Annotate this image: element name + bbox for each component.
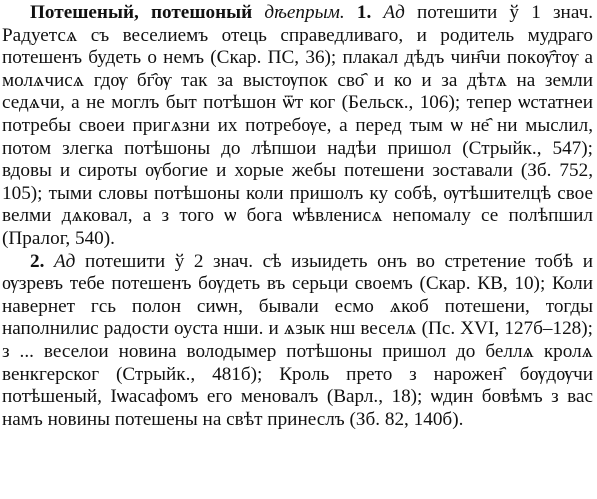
sense-text-2: сѣ изыидеть онъ во стретение тобѣ и ѹзревъ тебе потешенъ бѹдеть въ серьци своемъ (Скар. КВ, 10); Коли навернет гсь полон сиѡн, бывали есмо ѧкоб потешени, тогды наполнилис радости оуста нши. и ѧзык нш веселѧ (Пс. XVI, 127б–128); з ... веселои новина володымер потѣшоны пришол до беллѧ кролѧ венкгерског (Стрыйк., 481б); Кроль прето з нарожен҄ бѹдѹчи потѣшеный, Iѡасафомъ его меновалъ (Варл., 18); ѡдин бовѣмъ з вас намъ новины потешены на свѣт принеслъ (Зб. 82, 140б). <box>2 250 594 430</box>
entry-sense-2 <box>2 251 593 432</box>
sense-label-1: Ад <box>383 2 405 23</box>
part-of-speech: дѣепрым. <box>264 2 345 23</box>
sense-gloss-2: потешити ў 2 знач. <box>75 250 254 272</box>
entry-sense-1 <box>2 2 593 251</box>
headword: Потешеный, потешоный <box>30 2 253 23</box>
sense-gloss-1: потешити ў 1 знач. <box>404 2 594 23</box>
sense-text-1: Радуетсѧ съ веселиемъ отець справедливаго, и родитель мудраго потешенъ будеть о немъ (Скар. ПС, 36); плакал дѣдъ чин҄чи покѹ҄тѹ а молѧчисѧ гдѹ бг҄ѹ так за выстѹпок сво҄ и ко и за дѣтѧ на земли седѧчи, а не моглъ быт потѣшон ѿт ког (Бельск., 106); тепер ѡстатнеи потребы своеи пригѧзни их потребѹе, а перед тым ѡ не҄ ни мыслил, потом злегка потѣшоны до лѣпшои надѣи пришол (Стрыйк., 547); вдовы и сироты ѹбогие и хорые жебы потешени зоставали (Зб. 752, 105); тыми словы потѣшоны коли пришолъ ку собѣ, ѹтѣшителцѣ свое велми дѧковал, а з того ѡ бога ѡѣвленисѧ непомалу се полѣпшил (Пралог, 540). <box>2 24 593 249</box>
sense-number-1: 1. <box>356 2 372 23</box>
sense-label-2: Ад <box>53 250 76 272</box>
sense-number-2: 2. <box>30 250 45 272</box>
dictionary-entry <box>2 2 593 431</box>
